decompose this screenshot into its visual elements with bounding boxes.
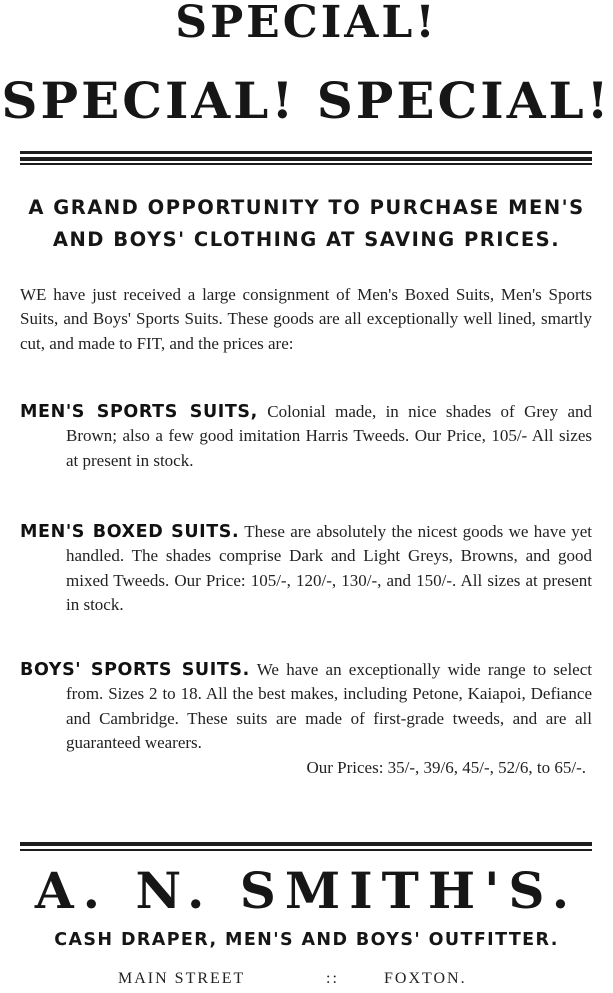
- item-label: BOYS' SPORTS SUITS.: [20, 660, 250, 680]
- bottom-rule-1: [20, 842, 592, 846]
- item-text: Colonial made, in nice shades of Grey and Brown; also a few good imitation Harris Tweeds. Our Price, 105/- All sizes at present in stock.: [66, 402, 592, 470]
- top-rule-3: [20, 163, 592, 165]
- address-separator: ::: [326, 970, 339, 987]
- top-rule-1: [20, 151, 592, 154]
- subheading-line-1: A GRAND OPPORTUNITY TO PURCHASE MEN'S: [28, 196, 585, 219]
- shop-name: A. N. SMITH'S.: [34, 861, 579, 920]
- item-text: We have an exceptionally wide range to select from. Sizes 2 to 18. All the best makes, including Petone, Kaiapoi, Defiance and Cambridge. These suits are made of first-grade tweeds, and are all guaranteed wearers.: [66, 660, 592, 753]
- headline-line-2: SPECIAL! SPECIAL!: [1, 71, 612, 130]
- item-boys-sports-suits: [20, 658, 592, 780]
- trade-description: CASH DRAPER, MEN'S AND BOYS' OUTFITTER.: [54, 930, 559, 950]
- intro-paragraph: WE have just received a large consignment of Men's Boxed Suits, Men's Sports Suits, and Boys' Sports Suits. These goods are all exceptionally well lined, smartly cut, and made to FIT, and the prices are:: [20, 285, 592, 353]
- item-label: MEN'S SPORTS SUITS,: [20, 402, 258, 422]
- item-prices: Our Prices: 35/-, 39/6, 45/-, 52/6, to 65/-.: [306, 757, 586, 777]
- address-town: FOXTON.: [384, 970, 467, 987]
- item-text: These are absolutely the nicest goods we have yet handled. The shades comprise Dark and Light Greys, Browns, and good mixed Tweeds. Our Price: 105/-, 120/-, 130/-, and 150/-. All sizes at present in stock.: [66, 522, 592, 615]
- bottom-rule-2: [20, 849, 592, 851]
- item-mens-boxed-suits: [20, 520, 592, 618]
- headline-line-1: SPECIAL!: [175, 0, 438, 48]
- item-label: MEN'S BOXED SUITS.: [20, 522, 240, 542]
- address-street: MAIN STREET: [118, 970, 246, 987]
- top-rule-2: [20, 157, 592, 161]
- item-mens-sports-suits: [20, 400, 592, 473]
- subheading-line-2: AND BOYS' CLOTHING AT SAVING PRICES.: [52, 228, 561, 251]
